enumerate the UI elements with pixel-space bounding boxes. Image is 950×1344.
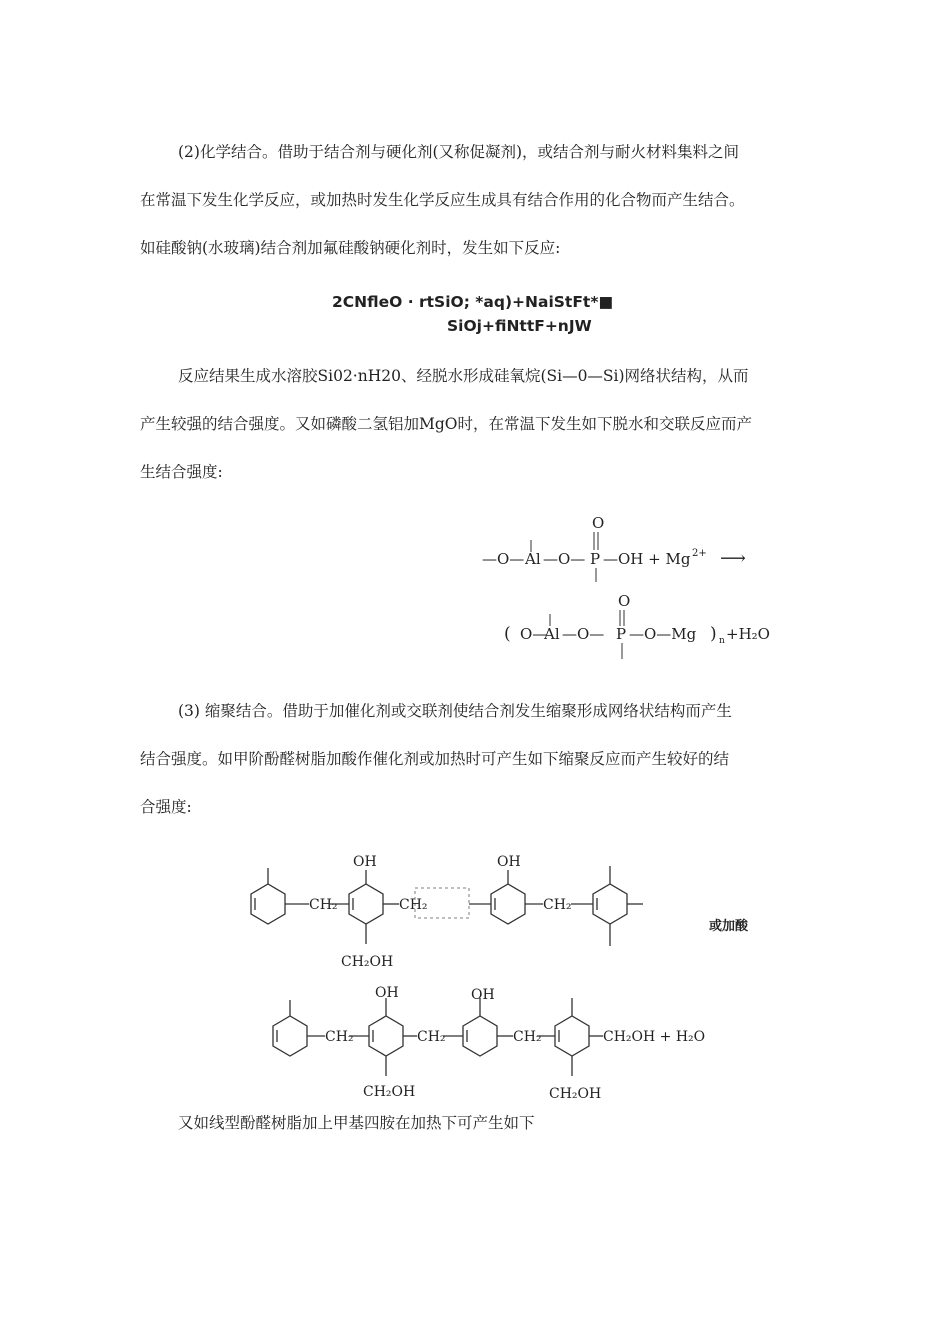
phosphorus-atom: P <box>616 625 627 643</box>
methylene-label: CH₂ <box>417 1029 446 1045</box>
methylene-label: CH₂ <box>543 897 572 913</box>
text-line: (2)化学结合。借助于结合剂与硬化剂(又称促凝剂)，或结合剂与耐火材料集料之间 <box>178 143 740 161</box>
hydroxyl-label: OH <box>497 854 521 870</box>
phosphate-reaction-diagram <box>480 512 810 672</box>
hydroxyl-plus-magnesium: —OH + Mg <box>603 550 691 568</box>
text-line: 结合强度。如甲阶酚醛树脂加酸作催化剂或加热时可产生如下缩聚反应而产生较好的结 <box>140 750 730 768</box>
reaction-condition-label: 或加酸 <box>709 919 749 934</box>
aluminium-atom: Al <box>525 550 541 568</box>
text-line: 在常温下发生化学反应，或加热时发生化学反应生成具有结合作用的化合物而产生结合。 <box>140 191 745 209</box>
phosphoryl-oxygen: O <box>618 592 631 610</box>
text-line: 合强度: <box>140 798 192 816</box>
hydroxymethyl-label: CH₂OH <box>363 1084 416 1100</box>
text-line: 生结合强度: <box>140 463 223 481</box>
aluminium-atom: Al <box>544 625 560 643</box>
paragraph-reaction-result <box>140 352 820 496</box>
product-water-label: CH₂OH + H₂O <box>603 1029 706 1045</box>
bridge-oxygen: —O— <box>482 550 525 568</box>
hydroxymethyl-label: CH₂OH <box>549 1086 602 1102</box>
paragraph-condensation-bonding <box>140 687 820 831</box>
magnesium-link: —O—Mg <box>629 625 697 643</box>
water-product: +H₂O <box>726 625 770 643</box>
text-line: 如硅酸钠(水玻璃)结合剂加氟硅酸钠硬化剂时，发生如下反应: <box>140 239 561 257</box>
text-line: (3) 缩聚结合。借助于加催化剂或交联剂使结合剂发生缩聚形成网络状结构而产生 <box>178 702 732 720</box>
hydroxyl-label: OH <box>471 987 495 1003</box>
methylene-label: CH₂ <box>325 1029 354 1045</box>
hydroxyl-label: OH <box>353 854 377 870</box>
methylene-label: CH₂ <box>309 897 338 913</box>
paragraph-chemical-bonding <box>140 128 820 272</box>
hydroxymethyl-label: CH₂OH <box>341 954 394 970</box>
polymer-bracket-open: ( <box>504 624 511 644</box>
reaction-arrow: ⟶ <box>720 548 746 569</box>
bridge-oxygen: —O— <box>543 550 586 568</box>
bridge-oxygen: —O— <box>562 625 605 643</box>
repeat-count: n <box>719 636 725 646</box>
phosphoryl-oxygen: O <box>592 514 605 532</box>
charge-superscript: 2+ <box>692 548 707 559</box>
text-line: 反应结果生成水溶胶Si02·nH20、经脱水形成硅氧烷(Si—0—Si)网络状结构，从而 <box>178 367 749 385</box>
text-line: 产生较强的结合强度。又如磷酸二氢铝加MgO时，在常温下发生如下脱水和交联反应而产 <box>140 415 753 433</box>
hydroxyl-label: OH <box>375 985 399 1001</box>
text-line: 又如线型酚醛树脂加上甲基四胺在加热下可产生如下 <box>178 1114 535 1132</box>
phenolic-resin-condensation-diagram <box>225 848 785 1113</box>
methylene-label: CH₂ <box>513 1029 542 1045</box>
paragraph-novolac <box>140 1099 820 1147</box>
polymer-bracket-close: ) <box>710 624 717 644</box>
phosphorus-atom: P <box>590 550 601 568</box>
reaction-formula-line-2: SiOj+fiNttF+nJW <box>447 317 592 335</box>
reaction-formula-line-1: 2CNfleO · rtSiO; *aq)+NaiStFt*■ <box>332 293 614 311</box>
methylene-label: CH₂ <box>399 897 428 913</box>
bridge-oxygen: O— <box>520 625 548 643</box>
